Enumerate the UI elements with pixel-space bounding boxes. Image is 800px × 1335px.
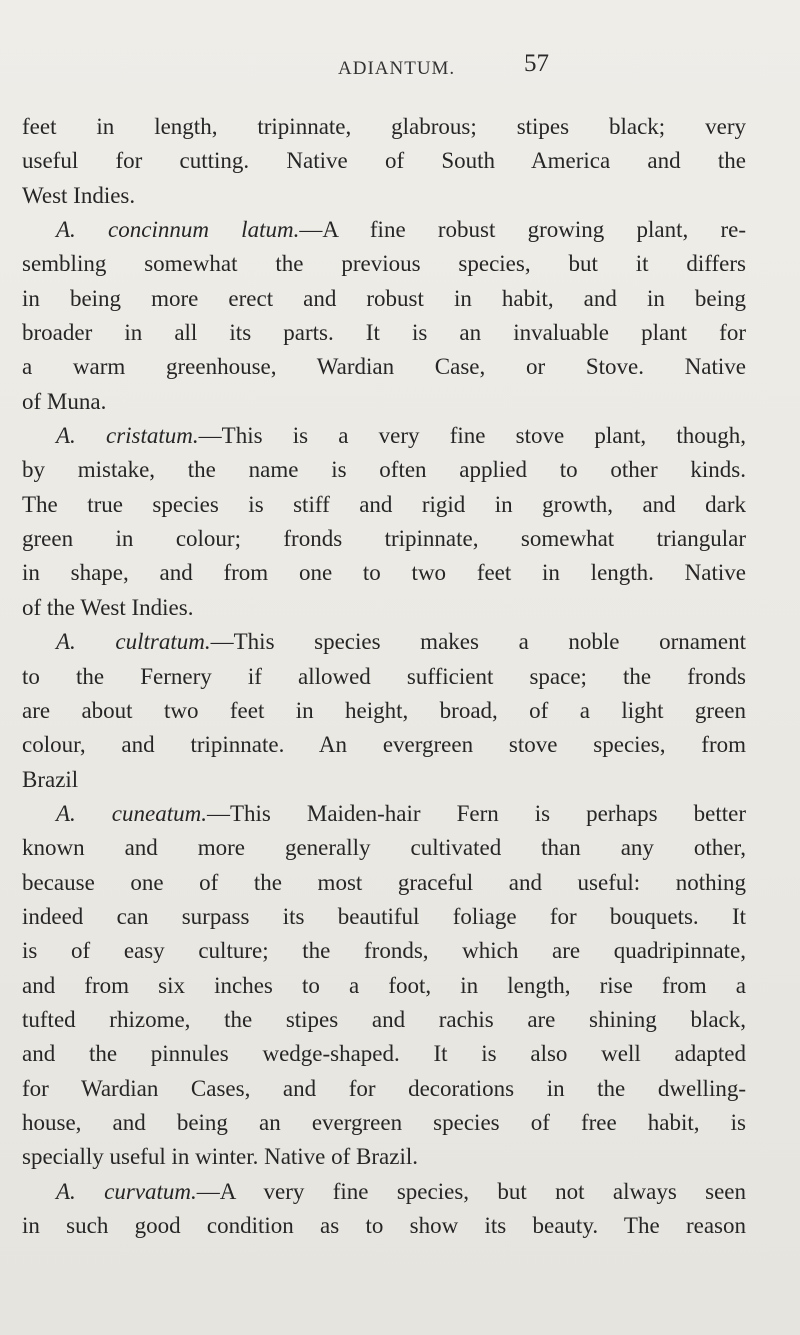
line-text: are about two feet in height, broad, of a light green: [22, 697, 746, 723]
text-line: [22, 831, 746, 865]
text-line: [22, 694, 746, 728]
species-entry-line: [22, 625, 746, 659]
line-text: known and more generally cultivated than any other,: [22, 835, 746, 861]
line-text: sembling somewhat the previous species, but it differs: [22, 251, 746, 277]
species-name: A. cristatum.: [56, 423, 199, 449]
text-line: [22, 763, 746, 797]
line-text: useful for cutting. Native of South America and the: [22, 148, 746, 174]
line-text: and from six inches to a foot, in length, rise from a: [22, 972, 746, 998]
line-text: in shape, and from one to two feet in length. Native: [22, 560, 746, 586]
line-text: by mistake, the name is often applied to other kinds.: [22, 457, 746, 483]
text-line: [22, 900, 746, 934]
line-text: —This Maiden-hair Fern is perhaps better: [206, 800, 746, 826]
text-line: [22, 660, 746, 694]
text-line: [22, 556, 746, 590]
text-line: [22, 969, 746, 1003]
line-text: feet in length, tripinnate, glabrous; stipes black; very: [22, 114, 746, 139]
line-text: tufted rhizome, the stipes and rachis are shining black,: [22, 1006, 746, 1032]
text-line: [22, 385, 746, 419]
line-text: in being more erect and robust in habit, and in being: [22, 285, 746, 311]
text-line: [22, 453, 746, 487]
running-head: ADIANTUM.: [338, 58, 456, 79]
text-line: [22, 350, 746, 384]
text-line: [22, 179, 746, 213]
text-line: [22, 1003, 746, 1037]
text-line: [22, 110, 746, 144]
text-line: [22, 1140, 746, 1174]
species-name: A. cuneatum.: [56, 800, 207, 826]
text-line: [22, 866, 746, 900]
text-line: [22, 247, 746, 281]
line-text: Brazil: [22, 766, 79, 792]
species-name: A. concinnum latum.: [56, 217, 300, 243]
line-text: broader in all its parts. It is an invaluable plant for: [22, 320, 746, 346]
line-text: colour, and tripinnate. An evergreen stove species, from: [22, 732, 746, 758]
text-line: [22, 522, 746, 556]
species-entry-line: [22, 419, 746, 453]
text-line: [22, 1037, 746, 1071]
text-line: [22, 144, 746, 178]
text-line: [22, 282, 746, 316]
line-text: is of easy culture; the fronds, which are quadripinnate,: [22, 938, 746, 964]
text-line: [22, 591, 746, 625]
line-text: because one of the most graceful and useful: nothing: [22, 869, 746, 895]
species-name: A. curvatum.: [56, 1178, 197, 1204]
species-entry-line: [22, 1175, 746, 1209]
line-text: in such good condition as to show its beauty. The reason: [22, 1213, 746, 1238]
line-text: of Muna.: [22, 388, 107, 414]
text-line: [22, 934, 746, 968]
text-line: [22, 316, 746, 350]
line-text: —This is a very fine stove plant, though,: [198, 423, 746, 449]
line-text: —This species makes a noble ornament: [210, 629, 746, 655]
line-text: house, and being an evergreen species of free habit, is: [22, 1109, 746, 1135]
line-text: specially useful in winter. Native of Brazil.: [22, 1144, 418, 1170]
line-text: West Indies.: [22, 182, 136, 208]
text-line: [22, 728, 746, 762]
line-text: for Wardian Cases, and for decorations in the dwelling-: [22, 1075, 746, 1101]
text-line: [22, 1209, 746, 1243]
line-text: indeed can surpass its beautiful foliage for bouquets. It: [22, 903, 746, 929]
line-text: The true species is stiff and rigid in growth, and dark: [22, 491, 746, 517]
text-line: [22, 1072, 746, 1106]
text-line: [22, 1106, 746, 1140]
species-entry-line: [22, 797, 746, 831]
line-text: —A fine robust growing plant, re-: [299, 217, 747, 243]
body-text: [22, 110, 746, 1243]
species-name: A. cultratum.: [56, 629, 211, 655]
line-text: of the West Indies.: [22, 594, 194, 620]
line-text: —A very fine species, but not always seen: [196, 1178, 747, 1204]
line-text: and the pinnules wedge-shaped. It is also well adapted: [22, 1041, 746, 1067]
species-entry-line: [22, 213, 746, 247]
line-text: to the Fernery if allowed sufficient space; the fronds: [22, 663, 746, 689]
text-line: [22, 488, 746, 522]
page-number: 57: [524, 50, 549, 77]
line-text: a warm greenhouse, Wardian Case, or Stove. Native: [22, 354, 746, 380]
line-text: green in colour; fronds tripinnate, somewhat triangular: [22, 526, 746, 552]
